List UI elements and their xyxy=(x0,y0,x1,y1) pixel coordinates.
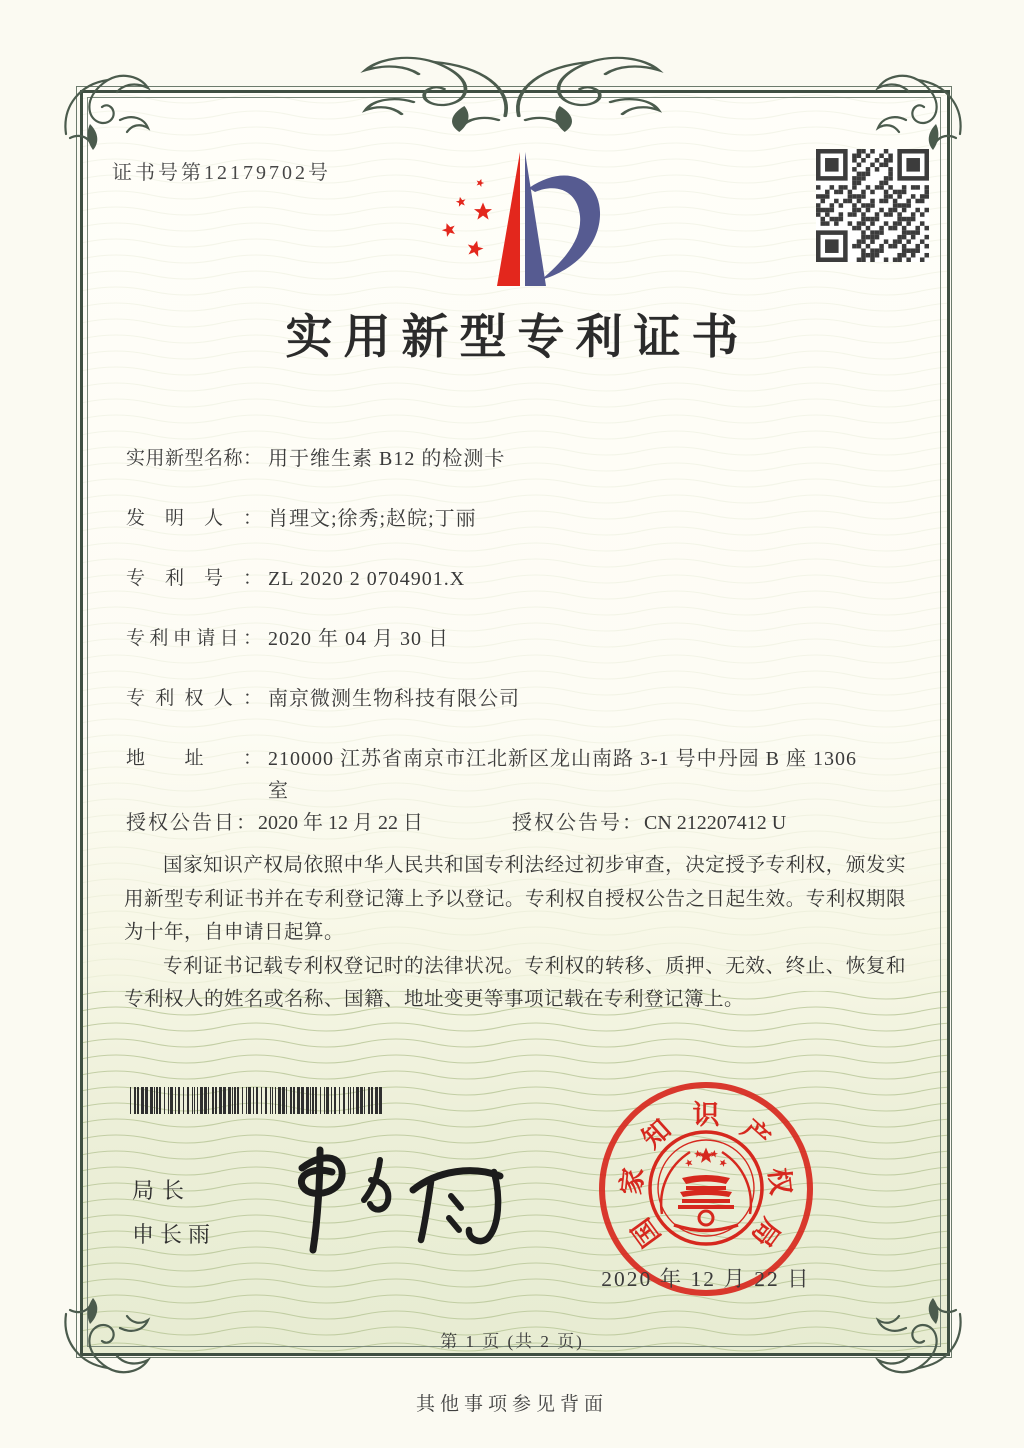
field-value: 肖理文;徐秀;赵皖;丁丽 xyxy=(268,508,477,530)
signer-title: 局长 xyxy=(132,1178,193,1203)
field-label: 专利号： xyxy=(126,568,262,589)
field-label: 发明人： xyxy=(126,508,262,529)
seal-ring-text: 国 家 知 识 产 权 局 xyxy=(615,1099,797,1253)
field-label: 地址： xyxy=(126,748,262,769)
grant-number-label: 授权公告号： xyxy=(512,812,644,834)
field-row-patentee xyxy=(126,683,872,715)
grant-date-value: 2020 年 12 月 22 日 xyxy=(258,812,423,834)
signer-name: 申长雨 xyxy=(132,1222,217,1247)
field-value: 用于维生素 B12 的检测卡 xyxy=(268,448,506,470)
legal-paragraph-2: 专利证书记载专利权登记时的法律状况。专利权的转移、质押、无效、终止、恢复和专利权人的姓名或名称、国籍、地址变更等事项记载在专利登记簿上。 xyxy=(124,955,906,1010)
legal-paragraph-1: 国家知识产权局依照中华人民共和国专利法经过初步审查，决定授予专利权，颁发实用新型专利证书并在专利登记簿上予以登记。专利权自授权公告之日起生效。专利权期限为十年，自申请日起算。 xyxy=(124,855,906,943)
back-note: 其他事项参见背面 xyxy=(415,1394,608,1415)
field-value: 210000 江苏省南京市江北新区龙山南路 3-1 号中丹园 B 座 1306 室 xyxy=(268,748,857,802)
field-label: 专利权人： xyxy=(126,688,262,709)
field-row-patent-number xyxy=(126,563,872,595)
field-value: 2020 年 04 月 30 日 xyxy=(268,628,449,650)
cnipa-logo-icon xyxy=(425,146,605,294)
page-number: 第 1 页 (共 2 页) xyxy=(440,1332,584,1351)
field-row-name xyxy=(126,443,872,475)
field-row-address xyxy=(126,743,872,807)
signature-handwriting xyxy=(268,1138,523,1268)
barcode xyxy=(130,1087,388,1114)
field-row-grant xyxy=(126,806,787,835)
field-label: 实用新型名称： xyxy=(126,448,262,469)
field-value: ZL 2020 2 0704901.X xyxy=(268,568,466,590)
national-emblem-icon xyxy=(646,1128,766,1248)
field-label: 专利申请日： xyxy=(126,628,262,649)
field-row-filing-date xyxy=(126,623,872,655)
certificate-title: 实用新型专利证书 xyxy=(285,312,750,364)
field-row-inventors xyxy=(126,503,872,535)
legal-text xyxy=(124,849,906,1017)
qr-code xyxy=(816,149,929,262)
certificate-number: 证书号第12179702号 xyxy=(112,162,331,184)
seal-date: 2020 年 12 月 22 日 xyxy=(601,1267,811,1291)
grant-date-label: 授权公告日： xyxy=(126,812,258,834)
grant-number-value: CN 212207412 U xyxy=(644,812,787,834)
field-value: 南京微测生物科技有限公司 xyxy=(268,688,520,710)
